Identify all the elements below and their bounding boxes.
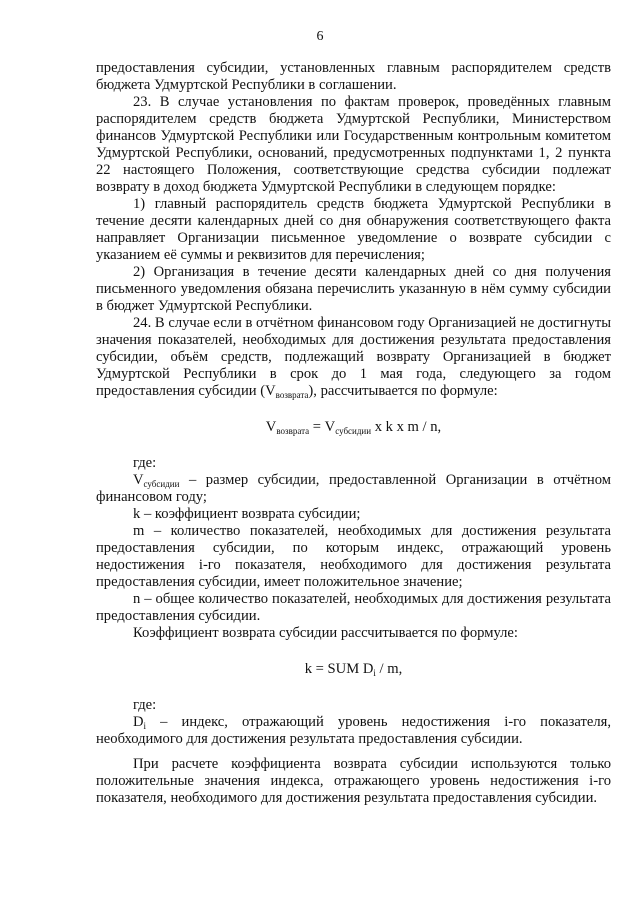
paragraph-23: 23. В случае установления по фактам проверок, проведённых главным распорядителем средств бюджета Удмуртской Республики, Министерством финансов Удмуртской Республики или Государственным контрольным комитетом Удмуртской Республики, оснований, предусмотренных подпунктами 1, 2 пункта 22 настоящего Положения, соответствующие средства субсидии подлежат возврату в доход бюджета Удмуртской Республики в следующем порядке:: [96, 94, 611, 195]
where-label-1: где:: [133, 455, 157, 471]
page-number: 6: [316, 29, 324, 44]
paragraph-final: При расчете коэффициента возврата субсидии используются только положительные значения индекса, отражающего уровень недостижения i-го показателя, необходимого для достижения результата предоставления субсидии.: [96, 756, 611, 806]
def-v-subscript: субсидии: [143, 479, 180, 489]
formula1-sub-left: возврата: [276, 426, 310, 436]
definition-n: n – общее количество показателей, необходимых для достижения результата предоставления субсидии.: [96, 591, 611, 624]
coefficient-intro: Коэффициент возврата субсидии рассчитывается по формуле:: [133, 625, 518, 641]
paragraph-intro: предоставления субсидии, установленных главным распорядителем средств бюджета Удмуртской Республики в соглашении.: [96, 60, 611, 93]
def-d-symbol: D: [133, 714, 144, 730]
document-body: [96, 60, 611, 807]
def-d-text: – индекс, отражающий уровень недостижения i-го показателя, необходимого для достижения результата предоставления субсидии.: [96, 714, 611, 747]
paragraph-24-subscript: возврата: [275, 390, 309, 400]
paragraph-23-item-2: 2) Организация в течение десяти календарных дней со дня получения письменного уведомления обязана перечислить указанную в нём сумму субсидии в бюджет Удмуртской Республики.: [96, 264, 611, 314]
where-label-2: где:: [133, 697, 157, 713]
paragraph-24-tail: ), рассчитывается по формуле:: [308, 383, 498, 399]
def-v-text: – размер субсидии, предоставленной Организации в отчётном финансовом году;: [96, 472, 611, 505]
definition-d: [96, 714, 611, 748]
paragraph-24: [96, 315, 611, 400]
formula-return-volume: [96, 419, 611, 436]
formula-coefficient: [96, 661, 611, 678]
paragraph-24-text: 24. В случае если в отчётном финансовом году Организацией не достигнуты значения показателей, необходимых для достижения результата предоставления субсидии, объём средств, подлежащий возврату Организацией в бюджет Удмуртской Республики в срок до 1 мая года, следующего за годом предоставления субсидии (V: [96, 315, 611, 399]
formula2-sub: i: [373, 668, 376, 678]
paragraph-23-item-1: 1) главный распорядитель средств бюджета Удмуртской Республики в течение десяти календарных дней со дня обнаружения соответствующего факта направляет Организации письменное уведомление о возврате субсидии с указанием её суммы и реквизитов для перечисления;: [96, 196, 611, 263]
formula1-rest: x k x m / n,: [371, 419, 442, 435]
definition-k: k – коэффициент возврата субсидии;: [133, 506, 361, 522]
formula2-pre: k = SUM D: [304, 661, 374, 677]
definition-v: [96, 472, 611, 506]
definition-m: m – количество показателей, необходимых для достижения результата предоставления субсидии, по которым индекс, отражающий уровень недостижения i-го показателя, необходимого для достижения результата предоставления субсидии, имеет положительное значение;: [96, 523, 611, 590]
formula2-post: / m,: [375, 661, 403, 677]
def-d-subscript: i: [143, 721, 147, 731]
formula1-eq: = V: [309, 419, 336, 435]
formula1-sub-right: субсидии: [335, 426, 372, 436]
formula1-v: V: [265, 419, 277, 435]
def-v-symbol: V: [133, 472, 144, 488]
